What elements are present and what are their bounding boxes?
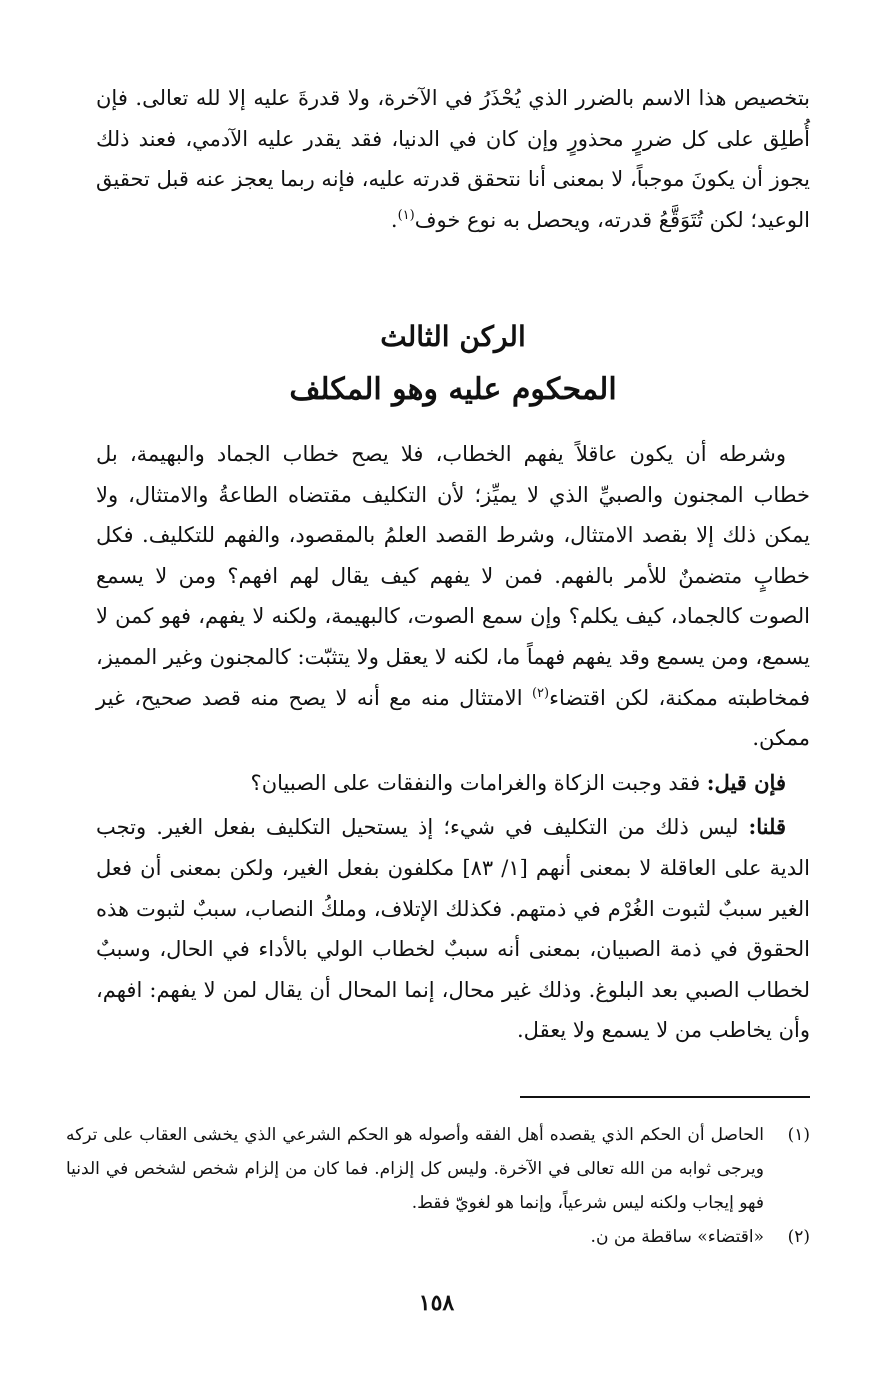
footnote-text: «اقتضاء» ساقطة من ن.	[590, 1227, 764, 1247]
intro-block	[96, 78, 810, 240]
page-number: ١٥٨	[418, 1290, 455, 1316]
footnote-2	[66, 1220, 810, 1254]
question-lead: فإن قيل:	[706, 769, 786, 795]
paragraph-conditions: وشرطه أن يكون عاقلاً يفهم الخطاب، فلا يصح خطاب الجماد والبهيمة، بل خطاب المجنون والصبيِّ الذي لا يميِّز؛ لأن التكليف مقتضاه الطاعةُ والامتثال، ولا يمكن ذلك إلا بقصد الامتثال، وشرط القصد العلمُ بالمقصود، والفهم للتكليف. فكل خطابٍ متضمنٌ للأمر بالفهم. فمن لا يفهم كيف يقال لهم افهم؟ ومن لا يسمع الصوت كالجماد، كيف يكلم؟ وإن سمع الصوت، كالبهيمة، ولكنه لا يفهم، فهو كمن لا يسمع، ومن يسمع وقد يفهم فهماً ما، لكنه لا يعقل ولا يتثبّت: كالمجنون وغير المميز، فمخاطبته ممكنة، لكن اقتضاء$^{(٢)}$ الامتثال منه مع أنه لا يصح منه قصد صحيح، غير ممكن.	[96, 442, 810, 751]
footnote-divider	[520, 1096, 810, 1098]
answer-lead: قلنا:	[748, 814, 786, 840]
footnote-number: (١)	[787, 1125, 810, 1145]
paragraph-question: فإن قيل: فقد وجبت الزكاة والغرامات والنفقات على الصبيان؟	[250, 769, 786, 795]
section-heading	[96, 312, 810, 418]
footnote-1	[66, 1118, 810, 1220]
heading-title: المحكوم عليه وهو المكلف	[289, 372, 617, 407]
footnote-ref-2: (٢)	[531, 685, 550, 701]
footnotes	[66, 1118, 810, 1254]
footnote-number: (٢)	[787, 1227, 810, 1247]
intro-paragraph: بتخصيص هذا الاسم بالضرر الذي يُحْذَرُ في الآخرة، ولا قدرةَ عليه إلا لله تعالى. فإن أُطلِق على كل ضررٍ محذورٍ وإن كان في الدنيا، فقد يقدر عليه الآدمي، فعند ذلك يجوز أن يكونَ موجباً، لا بمعنى أنا نتحقق قدرته عليه، فإنه ربما يعجز عنه قبل تحقيق الوعيد؛ لكن تُتَوَقَّعُ قدرته، ويحصل به نوع خوف$^{(١)}$.	[96, 86, 810, 232]
heading-part: الركن الثالث	[380, 320, 526, 353]
footnote-ref-1: (١)	[397, 207, 415, 223]
paragraph-answer: قلنا: ليس ذلك من التكليف في شيء؛ إذ يستحيل التكليف بفعل الغير. وتجب الدية على العاقلة لا بمعنى أنهم [١/ ٨٣] مكلفون بفعل الغير، ولكن بمعنى أن فعل الغير سببٌ لثبوت الغُرْم في ذمتهم. فكذلك الإتلاف، وملكُ النصاب، سببٌ لثبوت هذه الحقوق في ذمة الصبيان، بمعنى أنه سببٌ لخطاب الولي بالأداء في الحال، وسببٌ لخطاب الصبي بعد البلوغ. وذلك غير محال، إنما المحال أن يقال لمن لا يفهم: افهم، وأن يخاطب من لا يسمع ولا يعقل.	[96, 814, 811, 1043]
footnote-text: الحاصل أن الحكم الذي يقصده أهل الفقه وأصوله هو الحكم الشرعي الذي يخشى العقاب على تركه ويرجى ثوابه من الله تعالى في الآخرة. وليس كل إلزام. فما كان من إلزام شخص لشخص في الدنيا فهو إيجاب ولكنه ليس شرعياً، وإنما هو لغويّ فقط.	[66, 1125, 764, 1213]
main-text	[96, 434, 810, 1051]
